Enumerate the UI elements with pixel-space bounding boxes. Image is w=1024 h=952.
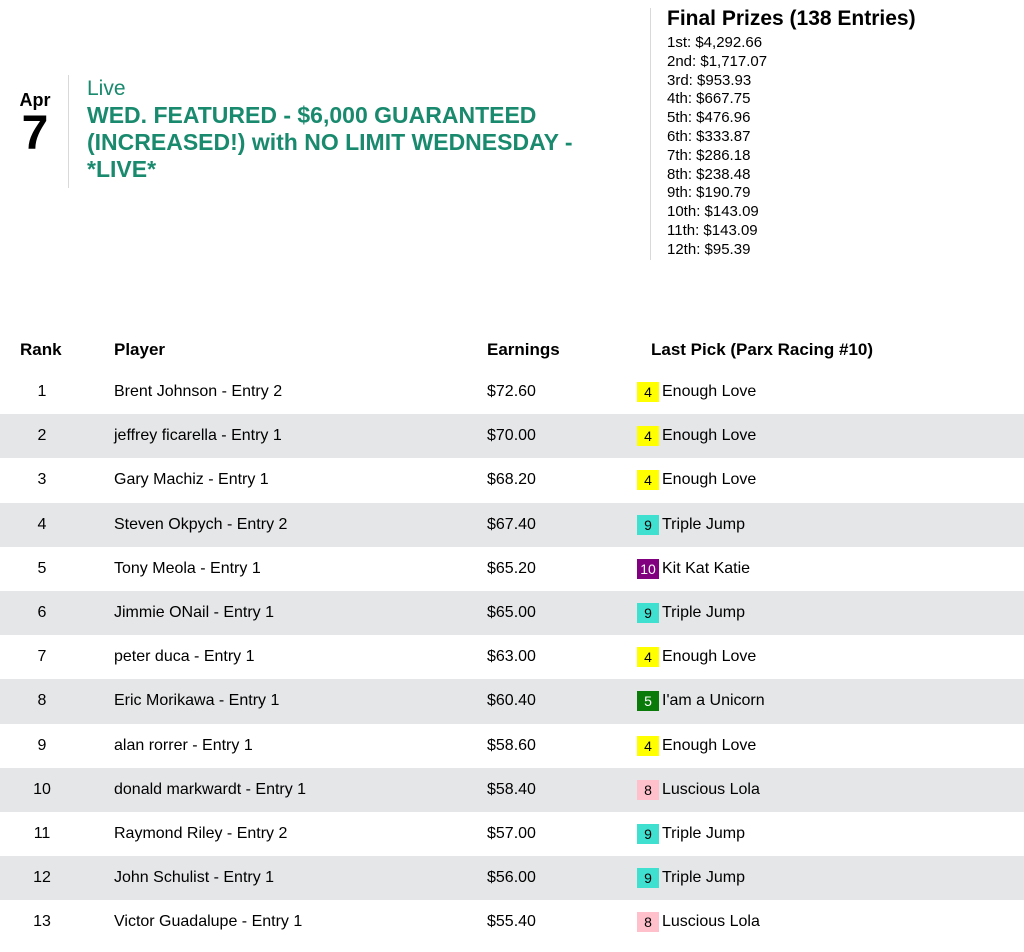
post-number-badge: 9 bbox=[637, 603, 659, 623]
table-row[interactable] bbox=[0, 503, 1024, 547]
earnings-cell: $58.60 bbox=[487, 736, 536, 754]
event-day: 7 bbox=[21, 107, 49, 160]
last-pick-cell bbox=[637, 647, 756, 667]
last-pick-cell bbox=[637, 559, 750, 579]
prize-item: 8th: $238.48 bbox=[667, 165, 751, 183]
earnings-cell: $65.20 bbox=[487, 559, 536, 577]
rank-cell: 9 bbox=[37, 736, 47, 754]
last-pick-cell bbox=[637, 603, 745, 623]
player-cell[interactable]: Victor Guadalupe - Entry 1 bbox=[114, 913, 303, 931]
post-number-badge: 4 bbox=[637, 426, 659, 446]
player-cell[interactable]: Steven Okpych - Entry 2 bbox=[114, 515, 288, 533]
table-row[interactable] bbox=[0, 370, 1024, 414]
last-pick-cell bbox=[637, 426, 756, 446]
post-number-badge: 9 bbox=[637, 824, 659, 844]
date-divider bbox=[68, 75, 69, 188]
earnings-cell: $63.00 bbox=[487, 648, 536, 666]
rank-cell: 4 bbox=[37, 515, 47, 533]
event-month: Apr bbox=[19, 90, 51, 110]
horse-name: Triple Jump bbox=[662, 515, 745, 533]
last-pick-cell bbox=[637, 824, 745, 844]
table-row[interactable] bbox=[0, 547, 1024, 591]
prize-item: 11th: $143.09 bbox=[667, 221, 758, 239]
leaderboard-table bbox=[0, 330, 1024, 944]
rank-cell: 7 bbox=[37, 648, 47, 666]
player-cell[interactable]: Tony Meola - Entry 1 bbox=[114, 559, 261, 577]
rank-cell: 6 bbox=[37, 603, 47, 621]
prize-item: 5th: $476.96 bbox=[667, 109, 751, 127]
table-row[interactable] bbox=[0, 458, 1024, 502]
horse-name: Enough Love bbox=[662, 648, 757, 666]
last-pick-cell bbox=[637, 382, 756, 402]
post-number-badge: 4 bbox=[637, 470, 659, 490]
table-header bbox=[0, 330, 1024, 370]
earnings-cell: $56.00 bbox=[487, 869, 536, 887]
player-cell[interactable]: Brent Johnson - Entry 2 bbox=[114, 383, 283, 400]
event-status: Live bbox=[87, 77, 126, 100]
player-cell[interactable]: John Schulist - Entry 1 bbox=[114, 869, 275, 887]
horse-name: Kit Kat Katie bbox=[662, 559, 751, 577]
table-body bbox=[0, 370, 1024, 944]
horse-name: I'am a Unicorn bbox=[662, 692, 765, 710]
table-row[interactable] bbox=[0, 856, 1024, 900]
header-player[interactable]: Player bbox=[114, 340, 166, 359]
player-cell[interactable]: Gary Machiz - Entry 1 bbox=[114, 471, 269, 489]
player-cell[interactable]: alan rorrer - Entry 1 bbox=[114, 736, 253, 754]
horse-name: Triple Jump bbox=[662, 603, 745, 621]
post-number-badge: 9 bbox=[637, 515, 659, 535]
prize-item: 9th: $190.79 bbox=[667, 184, 751, 202]
prize-list bbox=[667, 34, 767, 260]
player-cell[interactable]: Eric Morikawa - Entry 1 bbox=[114, 692, 280, 710]
horse-name: Luscious Lola bbox=[662, 913, 760, 931]
player-cell[interactable]: Raymond Riley - Entry 2 bbox=[114, 824, 288, 842]
earnings-cell: $70.00 bbox=[487, 427, 536, 445]
table-row[interactable] bbox=[0, 724, 1024, 768]
rank-cell: 11 bbox=[33, 824, 51, 842]
post-number-badge: 4 bbox=[637, 736, 659, 756]
prize-item: 12th: $95.39 bbox=[667, 240, 751, 258]
earnings-cell: $68.20 bbox=[487, 471, 536, 489]
rank-cell: 3 bbox=[37, 471, 47, 489]
earnings-cell: $67.40 bbox=[487, 515, 536, 533]
horse-name: Luscious Lola bbox=[662, 780, 760, 798]
last-pick-cell bbox=[637, 736, 756, 756]
earnings-cell: $72.60 bbox=[487, 383, 536, 400]
post-number-badge: 4 bbox=[637, 382, 659, 402]
post-number-badge: 8 bbox=[637, 912, 659, 932]
prize-item: 6th: $333.87 bbox=[667, 127, 751, 145]
last-pick-cell bbox=[637, 691, 765, 711]
rank-cell: 8 bbox=[37, 692, 47, 710]
horse-name: Enough Love bbox=[662, 736, 757, 754]
rank-cell: 2 bbox=[37, 427, 47, 445]
prize-item: 10th: $143.09 bbox=[667, 203, 759, 221]
player-cell[interactable]: peter duca - Entry 1 bbox=[114, 648, 255, 666]
horse-name: Enough Love bbox=[662, 383, 757, 400]
post-number-badge: 4 bbox=[637, 647, 659, 667]
event-date bbox=[0, 90, 70, 158]
header-last-pick[interactable]: Last Pick (Parx Racing #10) bbox=[651, 340, 874, 359]
prize-item: 2nd: $1,717.07 bbox=[667, 52, 768, 70]
horse-name: Triple Jump bbox=[662, 824, 745, 842]
post-number-badge: 8 bbox=[637, 780, 659, 800]
player-cell[interactable]: jeffrey ficarella - Entry 1 bbox=[114, 427, 282, 445]
table-row[interactable] bbox=[0, 635, 1024, 679]
post-number-badge: 9 bbox=[637, 868, 659, 888]
earnings-cell: $57.00 bbox=[487, 824, 536, 842]
earnings-cell: $60.40 bbox=[487, 692, 536, 710]
rank-cell: 1 bbox=[37, 383, 47, 400]
last-pick-cell bbox=[637, 780, 760, 800]
rank-cell: 12 bbox=[33, 869, 51, 887]
header-earnings[interactable]: Earnings bbox=[487, 340, 560, 359]
last-pick-cell bbox=[637, 912, 760, 932]
table-row[interactable] bbox=[0, 900, 1024, 944]
prize-item: 3rd: $953.93 bbox=[667, 71, 752, 89]
rank-cell: 13 bbox=[33, 913, 51, 931]
earnings-cell: $55.40 bbox=[487, 913, 536, 931]
post-number-badge: 10 bbox=[637, 559, 659, 579]
prizes-heading: Final Prizes (138 Entries) bbox=[667, 7, 916, 30]
header-rank[interactable]: Rank bbox=[20, 340, 62, 359]
last-pick-cell bbox=[637, 515, 745, 535]
table-row[interactable] bbox=[0, 591, 1024, 635]
last-pick-cell bbox=[637, 868, 745, 888]
table-row[interactable] bbox=[0, 679, 1024, 723]
earnings-cell: $58.40 bbox=[487, 780, 536, 798]
prizes-divider bbox=[650, 8, 651, 260]
horse-name: Enough Love bbox=[662, 427, 757, 445]
prize-item: 1st: $4,292.66 bbox=[667, 34, 763, 51]
horse-name: Triple Jump bbox=[662, 869, 745, 887]
player-cell[interactable]: donald markwardt - Entry 1 bbox=[114, 780, 307, 798]
prize-item: 7th: $286.18 bbox=[667, 146, 751, 164]
rank-cell: 5 bbox=[37, 559, 47, 577]
prize-item: 4th: $667.75 bbox=[667, 90, 751, 108]
horse-name: Enough Love bbox=[662, 471, 757, 489]
earnings-cell: $65.00 bbox=[487, 603, 536, 621]
table-row[interactable] bbox=[0, 414, 1024, 458]
last-pick-cell bbox=[637, 470, 756, 490]
post-number-badge: 5 bbox=[637, 691, 659, 711]
table-row[interactable] bbox=[0, 768, 1024, 812]
event-title[interactable]: WED. FEATURED - $6,000 GUARANTEED (INCREASED!) with NO LIMIT WEDNESDAY - *LIVE* bbox=[87, 102, 573, 182]
rank-cell: 10 bbox=[33, 780, 51, 798]
player-cell[interactable]: Jimmie ONail - Entry 1 bbox=[114, 603, 275, 621]
table-row[interactable] bbox=[0, 812, 1024, 856]
